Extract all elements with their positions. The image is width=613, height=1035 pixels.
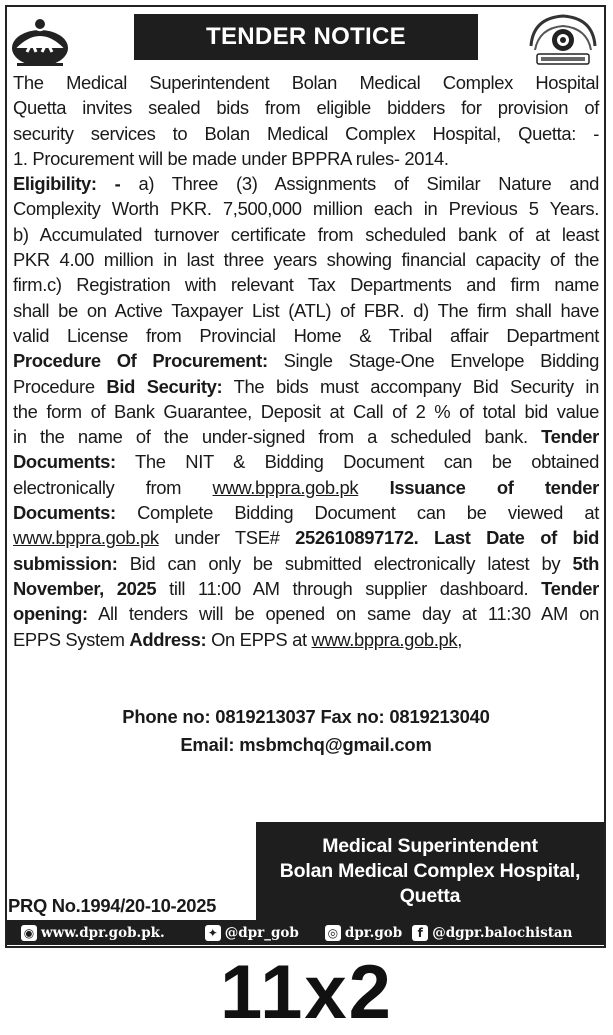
prq-number: PRQ No.1994/20-10-2025 [8, 895, 217, 916]
social-twitter[interactable]: ✦ @dpr_gob [205, 925, 299, 941]
social-instagram[interactable]: ◎ dpr.gob [325, 925, 402, 941]
phone-fax: Phone no: 0819213037 Fax no: 0819213040 [122, 706, 490, 727]
address-line: EPPS System Address: On EPPS at www.bppra.gob.pk, [13, 628, 462, 650]
body-line: Quetta invites sealed bids from eligible bidders for provision of [13, 97, 599, 119]
body-line: electronically from www.bppra.gob.pk Issuance of tender [13, 476, 599, 498]
body-line: The Medical Superintendent Bolan Medical Complex Hospital [13, 72, 599, 93]
body-line: the form of Bank Guarantee, Deposit at Call of 2 % of total bid value [13, 400, 599, 422]
social-facebook[interactable]: f @dgpr.balochistan [412, 925, 572, 941]
bppra-link[interactable]: www.bppra.gob.pk [212, 476, 359, 498]
notice-body [13, 70, 599, 652]
signatory-city: Quetta [399, 884, 461, 907]
body-line: valid License from Provincial Home & Tribal affair Department [13, 324, 599, 346]
twitter-icon: ✦ [205, 925, 221, 941]
ad-size-label: 11x2 [220, 950, 393, 1035]
body-line: 1. Procurement will be made under BPPRA rules- 2014. [13, 147, 449, 169]
balochistan-govt-logo [9, 12, 71, 72]
tender-notice-title: TENDER NOTICE [134, 14, 478, 60]
globe-icon: ◉ [21, 925, 37, 941]
body-line: in the name of the under-signed from a scheduled bank. Tender [13, 426, 599, 448]
deadline-line: November, 2025 till 11:00 AM through supplier dashboard. Tender [13, 577, 599, 599]
instagram-icon: ◎ [325, 925, 341, 941]
body-line: b) Accumulated turnover certificate from scheduled bank of at least [13, 223, 599, 245]
dpr-logo [525, 10, 601, 72]
facebook-icon: f [412, 925, 428, 941]
bppra-link[interactable]: www.bppra.gob.pk [13, 527, 159, 549]
tender-documents-line: Documents: The NIT & Bidding Document can be obtained [13, 451, 599, 473]
social-footer [7, 920, 605, 945]
body-line: PKR 4.00 million in last three years showing financial capacity of the [13, 249, 599, 271]
body-line: firm.c) Registration with relevant Tax Departments and firm name [13, 274, 599, 296]
bppra-link[interactable]: www.bppra.gob.pk, [311, 628, 462, 650]
email: Email: msbmchq@gmail.com [180, 734, 432, 755]
signature-block [256, 822, 604, 920]
body-line: shall be on Active Taxpayer List (ATL) of FBR. d) The firm shall have [13, 299, 599, 321]
submission-line: submission: Bid can only be submitted electronically latest by 5th [13, 552, 599, 574]
procedure-line: Procedure Of Procurement: Single Stage-One Envelope Bidding [13, 350, 599, 372]
eligibility-line: Eligibility: - a) Three (3) Assignments of Similar Nature and [13, 173, 600, 195]
signatory-org: Bolan Medical Complex Hospital, [279, 859, 581, 882]
social-web[interactable]: ◉ www.dpr.gob.pk. [21, 925, 165, 941]
issuance-line: Documents: Complete Bidding Document can be viewed at [13, 502, 599, 524]
tse-line: www.bppra.gob.pk under TSE# 252610897172. Last Date of bid [13, 527, 599, 549]
body-line: Complexity Worth PKR. 7,500,000 million each in Previous 5 Years. [13, 198, 599, 220]
body-line: security services to Bolan Medical Complex Hospital, Quetta: - [13, 122, 599, 144]
opening-line: opening: All tenders will be opened on same day at 11:30 AM on [13, 603, 599, 625]
bid-security-line: Procedure Bid Security: The bids must accompany Bid Security in [13, 375, 599, 397]
signatory-title: Medical Superintendent [322, 834, 538, 857]
